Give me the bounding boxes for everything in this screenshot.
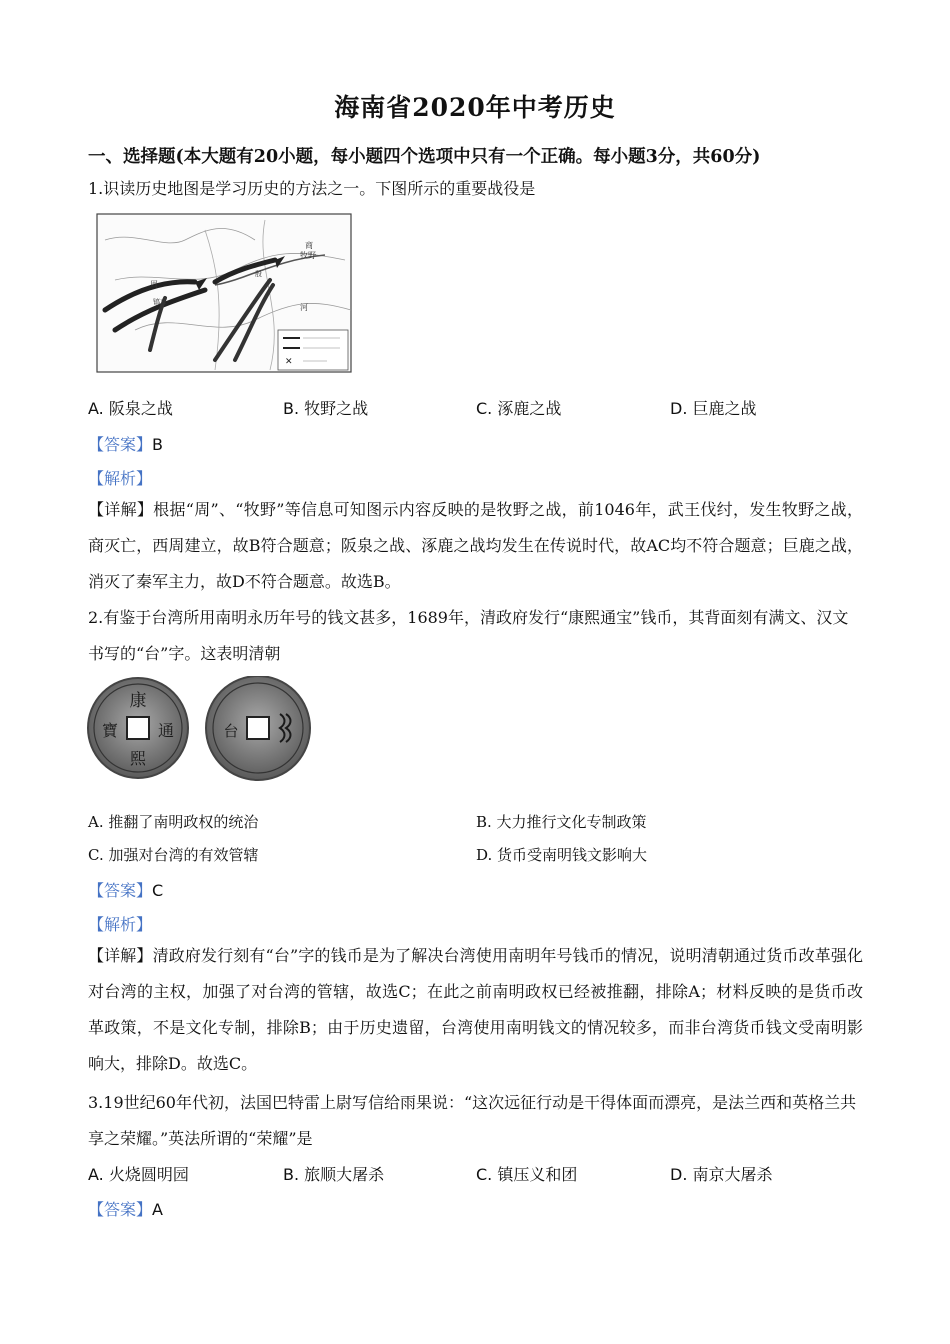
section-heading: 一、选择题(本大题有20小题，每小题四个选项中只有一个正确。每小题3分，共60分) [88, 147, 761, 167]
option-a[interactable]: A. 火烧圆明园 [88, 1165, 189, 1184]
option-d[interactable]: D. 南京大屠杀 [670, 1165, 773, 1184]
map-label-商: 商 [305, 241, 313, 250]
svg-text:✕: ✕ [285, 357, 293, 367]
option-a[interactable]: A. 推翻了南明政权的统治 [88, 813, 259, 831]
option-d[interactable]: D. 货币受南明钱文影响大 [476, 846, 648, 864]
option-a[interactable]: A. 阪泉之战 [88, 399, 173, 418]
answer-value: B [152, 435, 163, 454]
question-1-answer [88, 432, 163, 455]
coin-glyph-right: 通 [157, 721, 175, 740]
question-2-answer [88, 878, 163, 901]
coin-back-glyph-left: 台 [223, 722, 239, 740]
option-b[interactable]: B. 牧野之战 [283, 399, 369, 418]
map-label-牧野: 牧野 [300, 251, 316, 260]
detail-text: 清政府发行刻有“台”字的钱币是为了解决台湾使用南明年号钱币的情况，说明清朝通过货币改革强化对台湾的主权，加强了对台湾的管辖，故选C；在此之前南明政权已经被推翻，排除A；材料反映的是货币改革政策，不是文化专制，排除B；由于历史遗留，台湾使用南明钱文的情况较多，而非台湾货币钱文受南明影响大，排除D。故选C。 [88, 946, 863, 1073]
question-2-stem: 2.有鉴于台湾所用南明永历年号的钱文甚多，1689年，清政府发行“康熙通宝”钱币，其背面刻有满文、汉文书写的“台”字。这表明清朝 [88, 608, 849, 663]
map-label-殷: 殷 [255, 270, 262, 278]
question-3-options [88, 1162, 868, 1192]
coin-glyph-top: 康 [129, 691, 147, 711]
option-c[interactable]: C. 涿鹿之战 [476, 399, 562, 418]
map-label-周: 周 [150, 280, 158, 289]
answer-value: C [152, 881, 164, 900]
question-2-analysis-tag: 【解析】 [88, 915, 153, 934]
option-c[interactable]: C. 镇压义和团 [476, 1165, 578, 1184]
detail-text: 根据“周”、“牧野”等信息可知图示内容反映的是牧野之战，前1046年，武王伐纣，发生牧野之战，商灭亡，西周建立，故B符合题意；阪泉之战、涿鹿之战均发生在传说时代，故AC均不符合题意；巨鹿之战，消灭了秦军主力，故D不符合题意。故选B。 [88, 500, 863, 591]
question-1-stem: 1.识读历史地图是学习历史的方法之一。下图所示的重要战役是 [88, 179, 536, 198]
answer-tag: 【答案】 [88, 435, 153, 454]
coin-glyph-bottom: 熙 [129, 749, 147, 768]
question-2-options-row-1 [88, 811, 868, 841]
option-d[interactable]: D. 巨鹿之战 [670, 399, 757, 418]
option-c[interactable]: C. 加强对台湾的有效管辖 [88, 846, 259, 864]
page-title: 海南省2020年中考历史 [334, 93, 616, 122]
question-1-detail [88, 492, 863, 600]
coin-glyph-left: 寶 [101, 721, 119, 740]
detail-tag: 【详解】 [88, 946, 153, 965]
question-2-options-row-2 [88, 844, 868, 874]
option-b[interactable]: B. 大力推行文化专制政策 [476, 813, 647, 831]
coin-image [86, 676, 316, 782]
question-1-analysis-tag: 【解析】 [88, 469, 153, 488]
map-label-河: 河 [300, 303, 308, 312]
answer-value: A [152, 1200, 163, 1219]
option-b[interactable]: B. 旅顺大屠杀 [283, 1165, 385, 1184]
question-3-answer [88, 1197, 163, 1220]
question-3-stem: 3.19世纪60年代初，法国巴特雷上尉写信给雨果说：“这次远征行动是干得体面而漂亮，是法兰西和英格兰共享之荣耀。”英法所谓的“荣耀”是 [88, 1093, 857, 1148]
battle-map-image [95, 210, 353, 378]
answer-tag: 【答案】 [88, 881, 153, 900]
answer-tag: 【答案】 [88, 1200, 153, 1219]
question-2-detail [88, 938, 863, 1082]
map-label-镐京: 镐京 [153, 298, 167, 306]
detail-tag: 【详解】 [88, 500, 154, 519]
question-1-options [88, 396, 868, 426]
